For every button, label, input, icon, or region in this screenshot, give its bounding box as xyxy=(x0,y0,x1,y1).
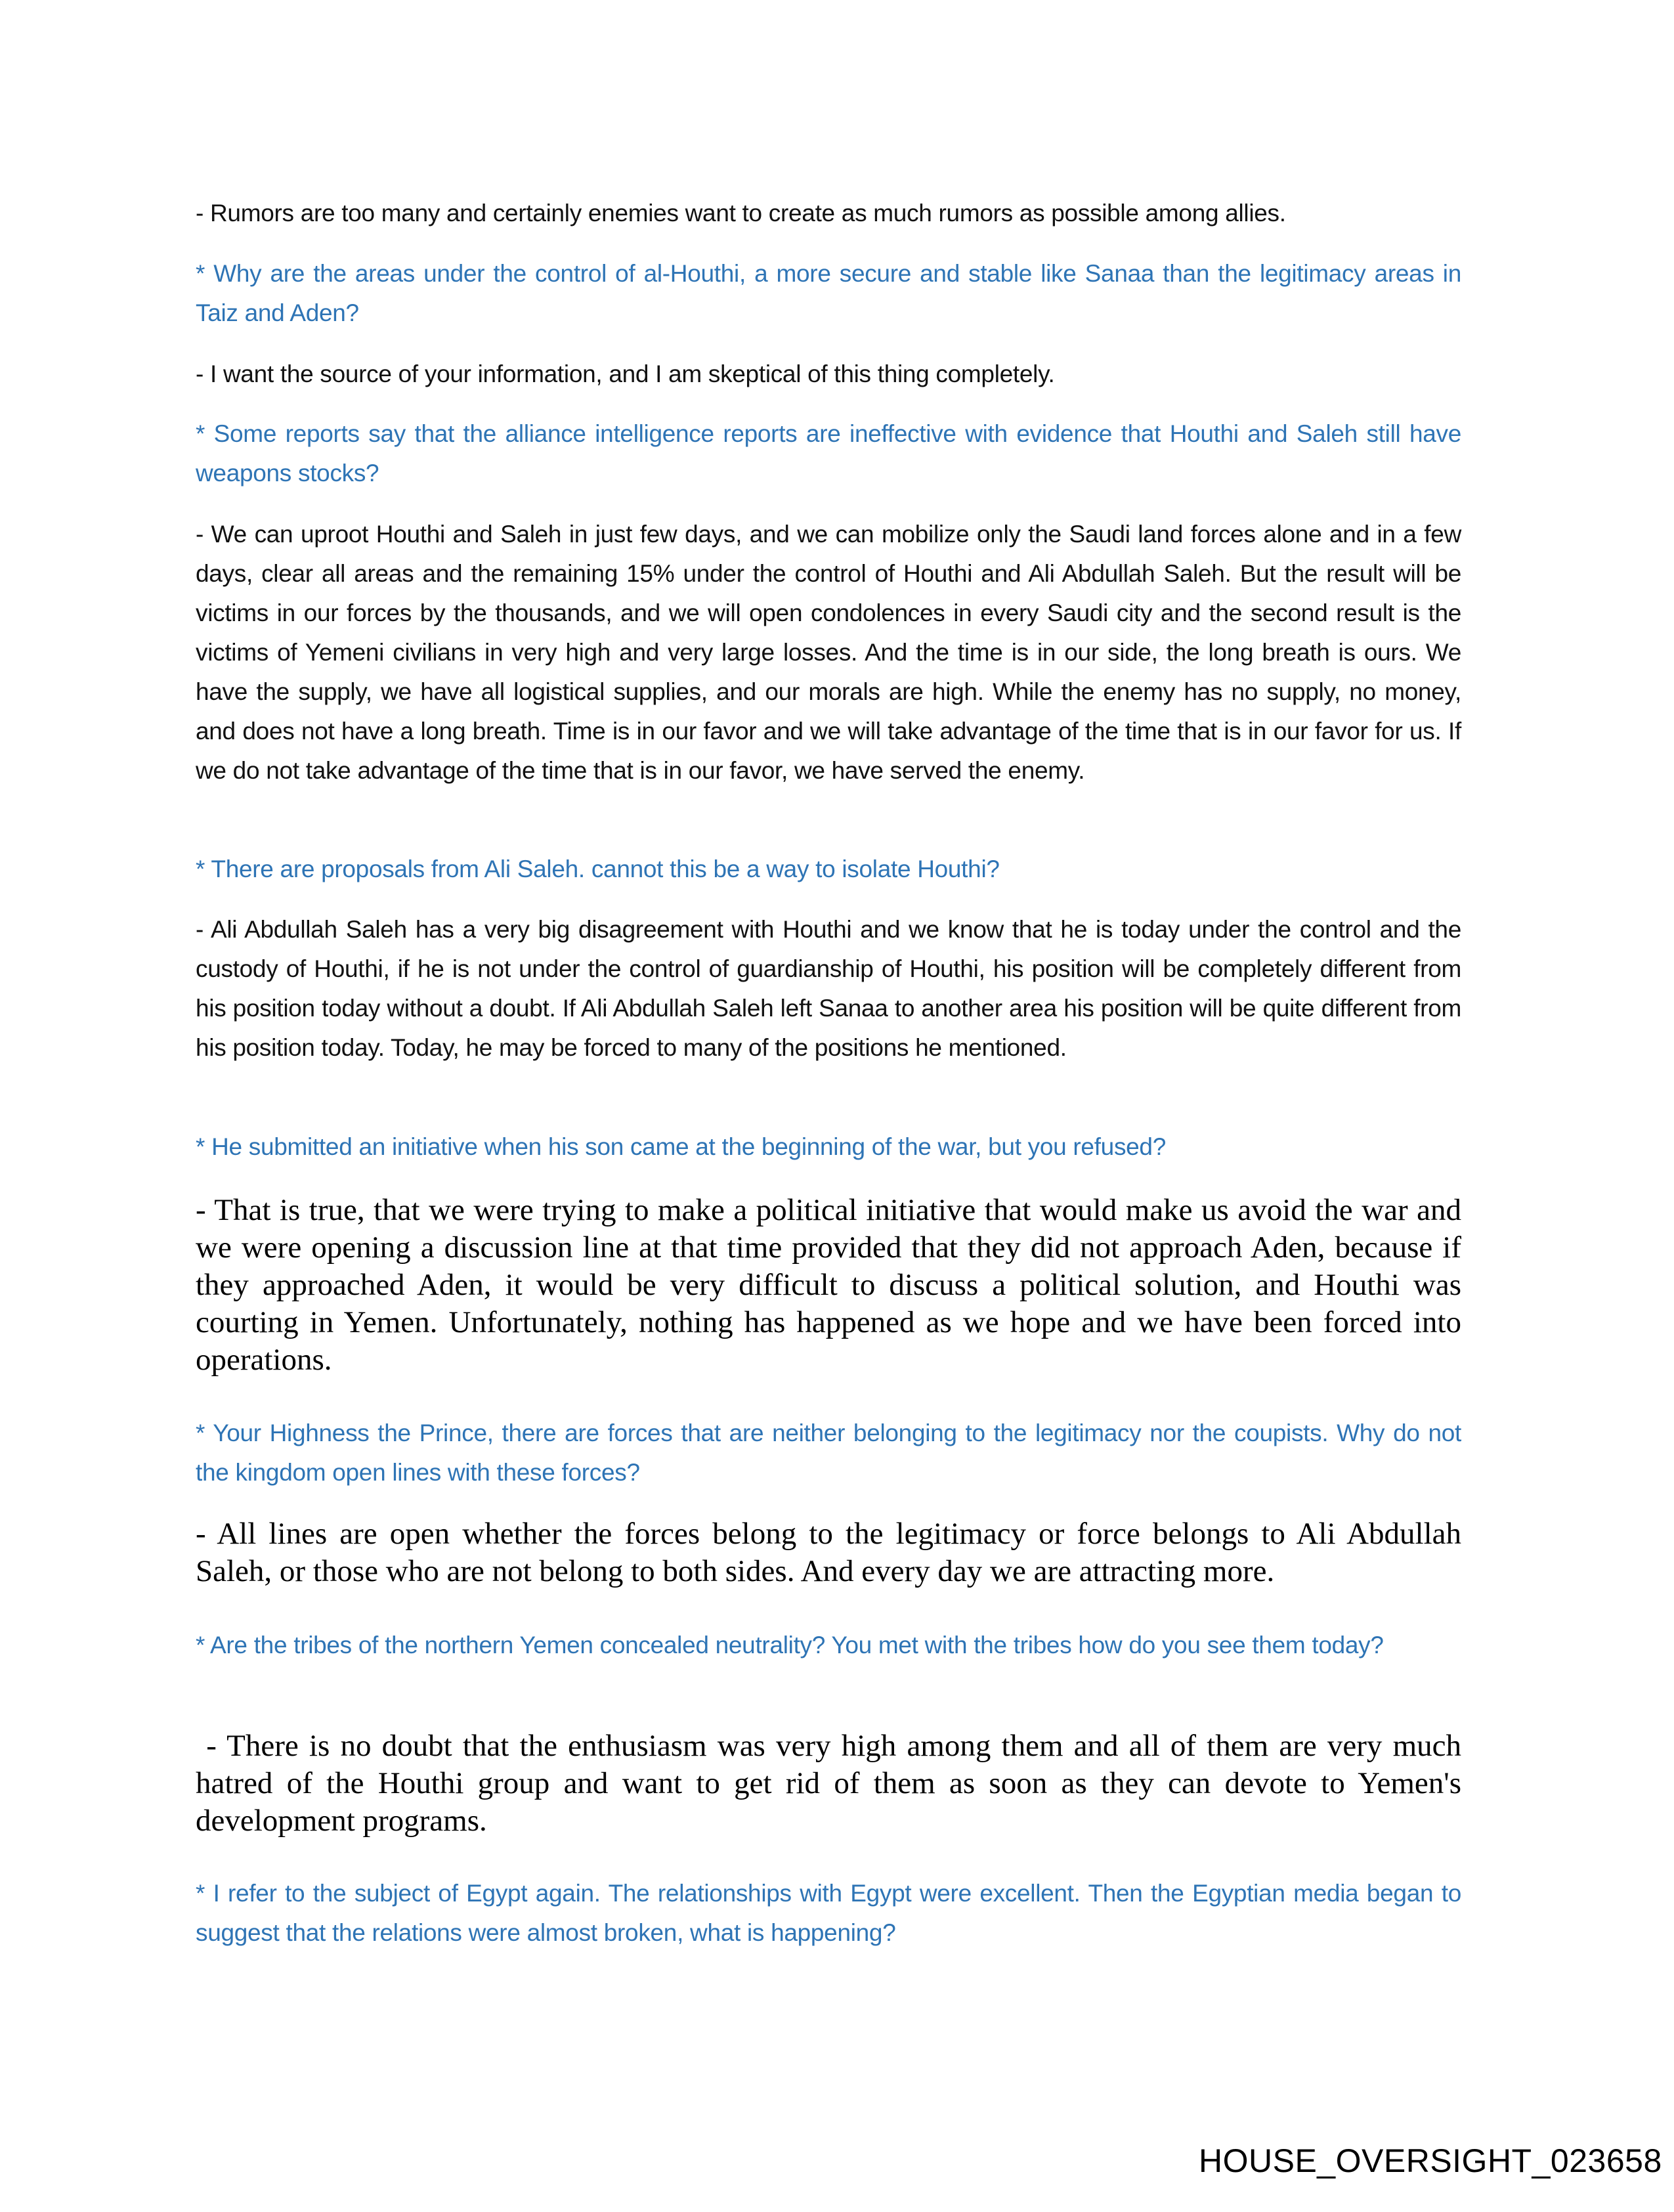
question-paragraph: * There are proposals from Ali Saleh. cannot this be a way to isolate Houthi? xyxy=(196,856,1000,882)
bates-number: HOUSE_OVERSIGHT_023658 xyxy=(1199,2142,1662,2179)
answer-paragraph: - I want the source of your information, and I am skeptical of this thing completely. xyxy=(196,360,1055,387)
question-paragraph: * Some reports say that the alliance intelligence reports are ineffective with evidence that Houthi and Saleh still have weapons stocks? xyxy=(196,420,1461,487)
question-paragraph: * I refer to the subject of Egypt again. The relationships with Egypt were excellent. Then the Egyptian media began to suggest that the relations were almost broken, what is happening? xyxy=(196,1880,1461,1946)
answer-paragraph: - Rumors are too many and certainly enemies want to create as much rumors as possible among allies. xyxy=(196,200,1286,227)
answer-paragraph: - That is true, that we were trying to make a political initiative that would make us avoid the war and we were opening a discussion line at that time provided that they did not approach Aden, because if they approached Aden, it would be very difficult to discuss a political solution, and Houthi was courting in Yemen. Unfortunately, nothing has happened as we hope and we have been forced into operations. xyxy=(196,1193,1461,1377)
answer-paragraph: - We can uproot Houthi and Saleh in just few days, and we can mobilize only the Saudi land forces alone and in a few days, clear all areas and the remaining 15% under the control of Houthi and Ali Abdullah Saleh. But the result will be victims in our forces by the thousands, and we will open condolences in every Saudi city and the second result is the victims of Yemeni civilians in very high and very large losses. And the time is in our side, the long breath is ours. We have the supply, we have all logistical supplies, and our morals are high. While the enemy has no supply, no money, and does not have a long breath. Time is in our favor and we will take advantage of the time that is in our favor for us. If we do not take advantage of the time that is in our favor, we have served the enemy. xyxy=(196,521,1461,784)
answer-paragraph: - All lines are open whether the forces belong to the legitimacy or force belongs to Ali Abdullah Saleh, or those who are not belong to both sides. And every day we are attracting more. xyxy=(196,1517,1461,1588)
answer-paragraph: - Ali Abdullah Saleh has a very big disagreement with Houthi and we know that he is today under the control and the custody of Houthi, if he is not under the control of guardianship of Houthi, his position will be completely different from his position today without a doubt. If Ali Abdullah Saleh left Sanaa to another area his position will be quite different from his position today. Today, he may be forced to many of the positions he mentioned. xyxy=(196,916,1461,1061)
answer-paragraph: - There is no doubt that the enthusiasm was very high among them and all of them are very much hatred of the Houthi group and want to get rid of them as soon as they can devote to Yemen's development programs. xyxy=(196,1729,1469,1838)
question-paragraph: * Are the tribes of the northern Yemen concealed neutrality? You met with the tribes how do you see them today? xyxy=(196,1632,1384,1659)
question-paragraph: * Your Highness the Prince, there are forces that are neither belonging to the legitimacy nor the coupists. Why do not the kingdom open lines with these forces? xyxy=(196,1420,1461,1486)
question-paragraph: * Why are the areas under the control of al-Houthi, a more secure and stable like Sanaa than the legitimacy areas in Taiz and Aden? xyxy=(196,260,1461,326)
question-paragraph: * He submitted an initiative when his son came at the beginning of the war, but you refused? xyxy=(196,1133,1166,1160)
